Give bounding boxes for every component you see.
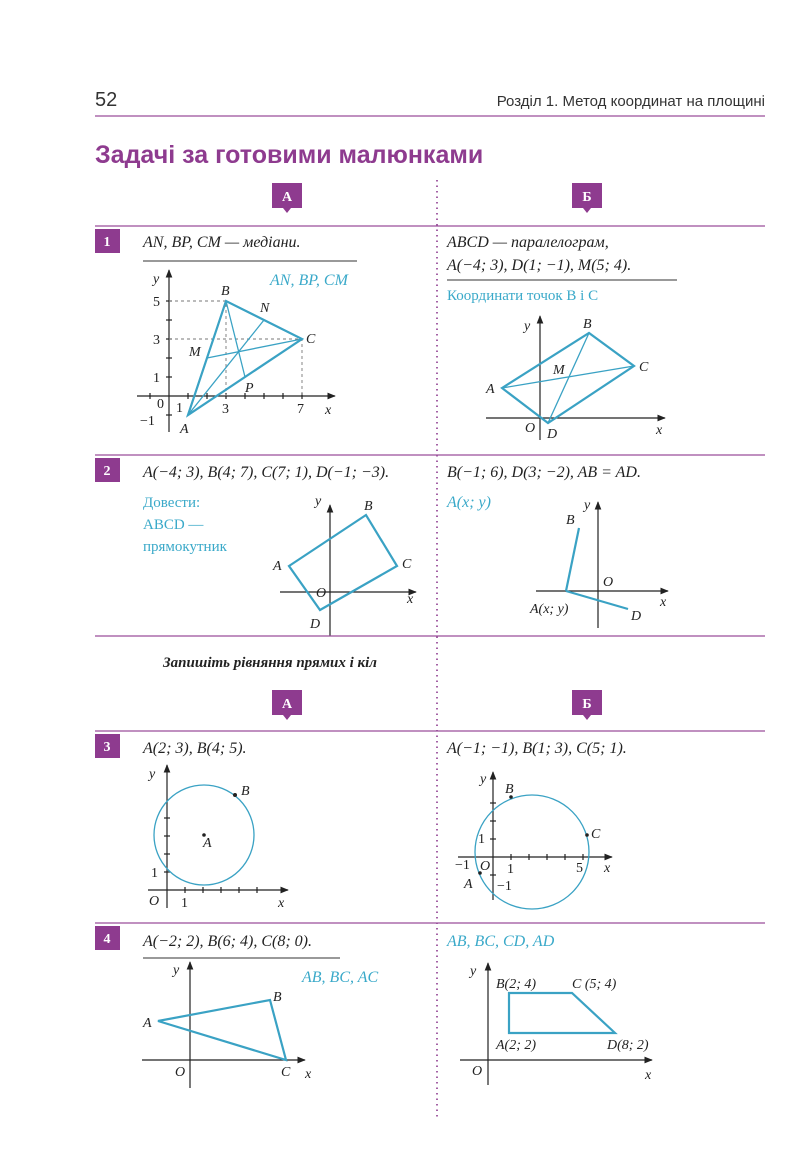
- problem-number-2: [95, 458, 120, 482]
- svg-text:M: M: [553, 363, 565, 378]
- problem-2b-task: A(x; y): [447, 494, 491, 511]
- problem-4a-text: A(−2; 2), B(6; 4), C(8; 0).: [143, 933, 312, 950]
- problem-number-4: [95, 926, 120, 950]
- column-badge-a: [272, 183, 302, 213]
- problem-1b-line1: ABCD — паралелограм,: [447, 234, 609, 251]
- svg-text:D: D: [631, 609, 642, 624]
- svg-text:y: y: [315, 494, 322, 509]
- svg-text:y: y: [480, 772, 487, 787]
- svg-text:1: 1: [176, 401, 183, 416]
- problem-2b-text: B(−1; 6), D(3; −2), AB = AD.: [447, 464, 641, 481]
- svg-text:5: 5: [153, 295, 160, 310]
- svg-text:x: x: [660, 595, 667, 610]
- svg-text:A: A: [486, 382, 495, 397]
- svg-text:D(8; 2): D(8; 2): [607, 1038, 649, 1053]
- svg-text:1: 1: [181, 896, 188, 911]
- column-badge-b: [572, 690, 602, 720]
- svg-text:5: 5: [576, 861, 583, 876]
- problem-1b-line2: A(−4; 3), D(1; −1), M(5; 4).: [447, 257, 632, 274]
- svg-text:4: 4: [103, 932, 111, 947]
- svg-text:O: O: [472, 1064, 483, 1079]
- svg-text:O: O: [175, 1065, 186, 1080]
- svg-text:А: А: [281, 190, 293, 205]
- problem-3a-text: A(2; 3), B(4; 5).: [143, 740, 247, 757]
- diagram-4b: [460, 963, 652, 1085]
- problem-number-1: [95, 229, 120, 253]
- svg-text:3: 3: [153, 333, 160, 348]
- svg-text:1: 1: [153, 371, 160, 386]
- svg-text:y: y: [470, 964, 477, 979]
- svg-text:x: x: [278, 896, 285, 911]
- diagram-4a: [142, 962, 312, 1088]
- svg-text:А: А: [281, 697, 293, 712]
- svg-text:A: A: [180, 422, 189, 437]
- diagram-3a: [147, 765, 288, 911]
- svg-text:y: y: [584, 498, 591, 513]
- svg-text:x: x: [645, 1068, 652, 1083]
- diagram-1b: [485, 316, 665, 442]
- problem-2a-task: Довести:: [143, 495, 201, 511]
- problem-4a-task: AB, BC, AC: [302, 969, 379, 986]
- svg-text:B: B: [364, 499, 373, 514]
- problem-1a-text: AN, BP, CM — медіани.: [143, 234, 301, 251]
- problem-2a-task: ABCD —: [143, 517, 204, 533]
- problem-2a-text: A(−4; 3), B(4; 7), C(7; 1), D(−1; −3).: [143, 464, 390, 481]
- diagram-3b: [455, 772, 612, 909]
- svg-text:Б: Б: [582, 697, 592, 712]
- svg-text:−1: −1: [140, 414, 155, 429]
- page-title: Задачі за готовими малюнками: [95, 141, 484, 169]
- chapter-title: Розділ 1. Метод координат на площині: [496, 93, 765, 110]
- problem-4b-task: AB, BC, CD, AD: [447, 933, 555, 950]
- svg-text:O: O: [149, 894, 160, 909]
- column-badge-a: [272, 690, 302, 720]
- svg-text:2: 2: [103, 464, 111, 479]
- svg-text:C: C: [639, 360, 649, 375]
- svg-text:O: O: [525, 421, 536, 436]
- problem-3b-text: A(−1; −1), B(1; 3), C(5; 1).: [447, 740, 627, 757]
- svg-text:N: N: [260, 301, 270, 316]
- svg-text:1: 1: [103, 235, 111, 250]
- svg-text:B: B: [505, 782, 514, 797]
- svg-text:y: y: [149, 767, 156, 782]
- svg-text:C (5; 4): C (5; 4): [572, 977, 617, 992]
- svg-text:−1: −1: [455, 858, 470, 873]
- diagram-2b: [529, 498, 668, 628]
- svg-text:D: D: [310, 617, 321, 632]
- svg-text:A: A: [273, 559, 282, 574]
- svg-text:P: P: [245, 381, 254, 396]
- svg-text:Б: Б: [582, 190, 592, 205]
- svg-text:B: B: [221, 284, 230, 299]
- svg-text:A: A: [203, 836, 212, 851]
- svg-text:C: C: [402, 557, 412, 572]
- problem-1a-task: AN, BP, CM: [270, 272, 348, 289]
- diagram-2a: [272, 494, 416, 636]
- svg-text:O: O: [603, 575, 614, 590]
- page-number: 52: [95, 89, 118, 111]
- svg-text:x: x: [325, 403, 332, 418]
- svg-text:A: A: [464, 877, 473, 892]
- problem-number-3: [95, 734, 120, 758]
- svg-text:B: B: [566, 513, 575, 528]
- svg-text:C: C: [306, 332, 316, 347]
- svg-text:1: 1: [507, 862, 514, 877]
- svg-text:O: O: [316, 586, 327, 601]
- problem-1b-task: Координати точок B і C: [447, 288, 599, 304]
- section-heading: Запишіть рівняння прямих і кіл: [163, 655, 377, 671]
- svg-text:3: 3: [222, 402, 229, 417]
- diagram-1a: [137, 270, 335, 437]
- svg-text:x: x: [656, 423, 663, 438]
- svg-text:B: B: [273, 990, 282, 1005]
- svg-text:x: x: [604, 861, 611, 876]
- svg-text:M: M: [189, 345, 201, 360]
- svg-text:−1: −1: [497, 879, 512, 894]
- svg-text:y: y: [173, 963, 180, 978]
- svg-text:x: x: [305, 1067, 312, 1082]
- column-badge-b: [572, 183, 602, 213]
- svg-text:7: 7: [297, 402, 304, 417]
- svg-text:A: A: [143, 1016, 152, 1031]
- svg-text:B(2; 4): B(2; 4): [496, 977, 537, 992]
- svg-text:A(x; y): A(x; y): [530, 602, 569, 617]
- svg-text:x: x: [407, 592, 414, 607]
- svg-text:B: B: [241, 784, 250, 799]
- svg-text:B: B: [583, 317, 592, 332]
- svg-text:1: 1: [478, 832, 485, 847]
- svg-text:y: y: [524, 319, 531, 334]
- svg-text:3: 3: [103, 740, 111, 755]
- svg-text:O: O: [480, 859, 491, 874]
- problem-2a-task: прямокутник: [143, 539, 227, 555]
- svg-text:C: C: [281, 1065, 291, 1080]
- svg-text:C: C: [591, 827, 601, 842]
- svg-text:1: 1: [151, 866, 158, 881]
- svg-text:y: y: [153, 272, 160, 287]
- svg-text:0: 0: [157, 397, 164, 412]
- svg-text:D: D: [547, 427, 558, 442]
- svg-text:A(2; 2): A(2; 2): [496, 1038, 537, 1053]
